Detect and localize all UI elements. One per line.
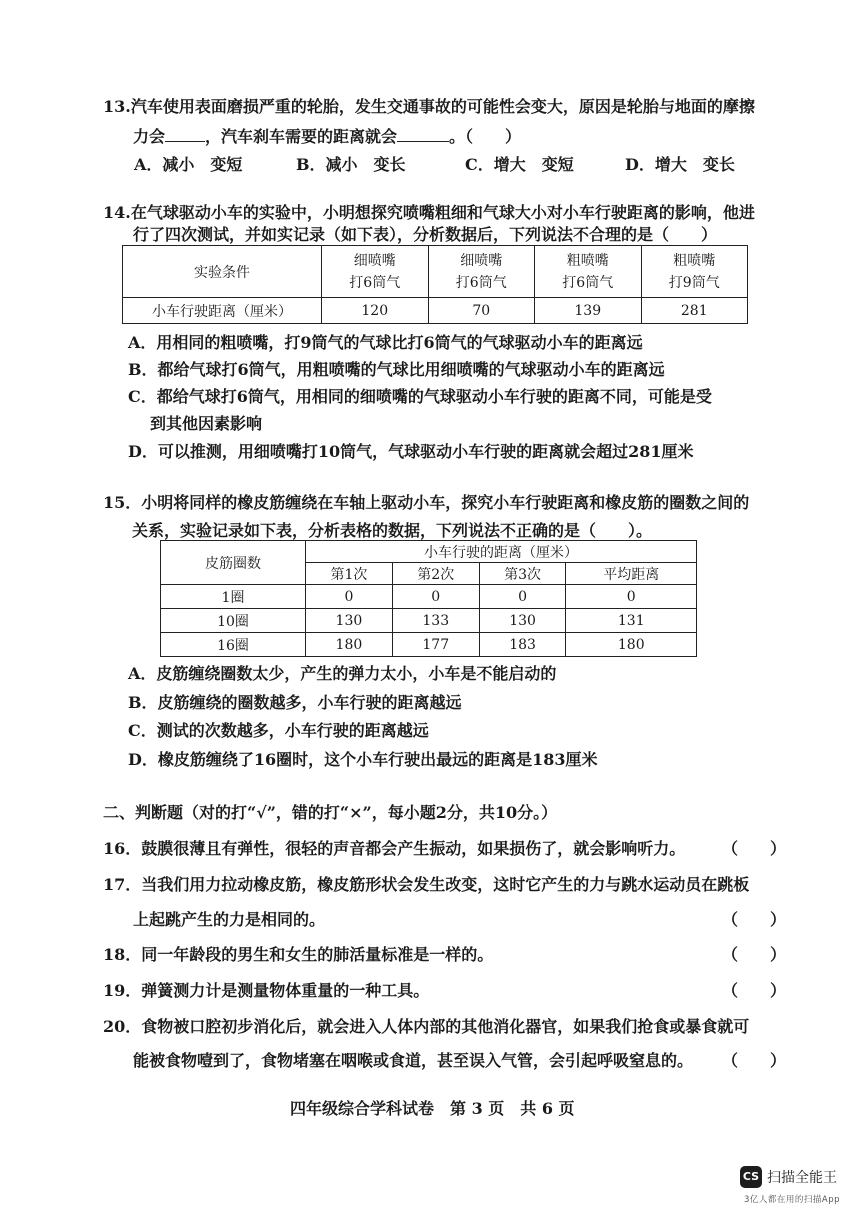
q15-cell: 177 [392, 633, 479, 657]
q14-value-1: 120 [322, 298, 429, 324]
q14-option-a[interactable]: A．用相同的粗喷嘴，打9筒气的气球比打6筒气的气球驱动小车的距离远 [128, 333, 643, 352]
q15-cell: 131 [566, 609, 697, 633]
q15-sub-header-4: 平均距离 [566, 563, 697, 585]
q13-text-a: 力会 [133, 127, 166, 146]
q18-answer[interactable]: （ ） [722, 945, 787, 964]
q15-cell: 130 [479, 609, 566, 633]
q14-option-c-cont: 到其他因素影响 [150, 414, 263, 433]
q15-cell: 1圈 [161, 585, 306, 609]
q14-cond-2: 细喷嘴 打6筒气 [428, 246, 535, 298]
q14-option-b[interactable]: B．都给气球打6筒气，用粗喷嘴的气球比用细喷嘴的气球驱动小车的距离远 [128, 360, 665, 379]
q16-answer[interactable]: （ ） [722, 839, 787, 858]
q16-text: 16．鼓膜很薄且有弹性，很轻的声音都会产生振动，如果损伤了，就会影响听力。 [103, 839, 686, 858]
q15-line2: 关系，实验记录如下表，分析表格的数据，下列说法不正确的是（ ）。 [132, 521, 653, 540]
q15-sub-header-2: 第2次 [392, 563, 479, 585]
q14-value-4: 281 [641, 298, 748, 324]
q13-text-c: 。（ ） [449, 127, 522, 146]
q15-cell: 0 [392, 585, 479, 609]
table-row [161, 585, 697, 609]
q15-cell: 0 [306, 585, 393, 609]
q15-option-c[interactable]: C．测试的次数越多，小车行驶的距离越远 [128, 721, 429, 740]
q15-group-header: 小车行驶的距离（厘米） [306, 541, 697, 563]
q14-option-c[interactable]: C．都给气球打6筒气，用相同的细喷嘴的气球驱动小车行驶的距离不同，可能是受 [128, 387, 712, 406]
q15-cell: 180 [306, 633, 393, 657]
page-footer: 四年级综合学科试卷 第 3 页 共 6 页 [290, 1099, 575, 1118]
q18-text: 18．同一年龄段的男生和女生的肺活量标准是一样的。 [103, 945, 494, 964]
q13-option-b[interactable]: B．减小 变长 [296, 155, 406, 174]
q14-option-d[interactable]: D．可以推测，用细喷嘴打10筒气，气球驱动小车行驶的距离就会超过281厘米 [128, 442, 694, 461]
q15-col0-header: 皮筋圈数 [161, 541, 306, 585]
camscanner-name: 扫描全能王 [767, 1170, 837, 1186]
q15-option-d[interactable]: D．橡皮筋缠绕了16圈时，这个小车行驶出最远的距离是183厘米 [128, 750, 598, 769]
q13-option-a[interactable]: A．减小 变短 [134, 155, 243, 174]
q15-cell: 0 [566, 585, 697, 609]
q13-blank-1[interactable] [165, 127, 205, 142]
q15-cell: 16圈 [161, 633, 306, 657]
q20-text-1: 20．食物被口腔初步消化后，就会进入人体内部的其他消化器官，如果我们抢食或暴食就可 [103, 1017, 750, 1036]
q14-line1: 14.在气球驱动小车的实验中，小明想探究喷嘴粗细和气球大小对小车行驶距离的影响，他进 [103, 203, 755, 222]
q19-answer[interactable]: （ ） [722, 981, 787, 1000]
q14-cond-4: 粗喷嘴 打9筒气 [641, 246, 748, 298]
q14-line2: 行了四次测试，并如实记录（如下表），分析数据后，下列说法不合理的是（ ） [133, 225, 718, 244]
q20-answer[interactable]: （ ） [722, 1051, 787, 1070]
q15-option-a[interactable]: A．皮筋缠绕圈数太少，产生的弹力太小，小车是不能启动的 [128, 664, 557, 683]
q17-text-1: 17．当我们用力拉动橡皮筋，橡皮筋形状会发生改变，这时它产生的力与跳水运动员在跳板 [103, 875, 750, 894]
q15-cell: 183 [479, 633, 566, 657]
q19-text: 19．弹簧测力计是测量物体重量的一种工具。 [103, 981, 430, 1000]
q15-table [160, 540, 697, 657]
q20-text-2: 能被食物噎到了，食物堵塞在咽喉或食道，甚至误入气管，会引起呼吸窒息的。 [133, 1051, 694, 1070]
q14-header-label: 实验条件 [123, 246, 322, 298]
table-row [161, 633, 697, 657]
q17-answer[interactable]: （ ） [722, 910, 787, 929]
q14-value-3: 139 [535, 298, 642, 324]
q15-cell: 0 [479, 585, 566, 609]
q14-value-2: 70 [428, 298, 535, 324]
q15-cell: 10圈 [161, 609, 306, 633]
q14-table [122, 245, 748, 324]
q15-line1: 15．小明将同样的橡皮筋缠绕在车轴上驱动小车，探究小车行驶距离和橡皮筋的圈数之间的 [103, 493, 750, 512]
q15-cell: 133 [392, 609, 479, 633]
q13-line2 [133, 124, 521, 147]
q15-cell: 180 [566, 633, 697, 657]
q13-line1: 13.汽车使用表面磨损严重的轮胎，发生交通事故的可能性会变大，原因是轮胎与地面的摩擦 [103, 97, 755, 116]
q13-option-c[interactable]: C．增大 变短 [465, 155, 574, 174]
q15-option-b[interactable]: B．皮筋缠绕的圈数越多，小车行驶的距离越远 [128, 693, 462, 712]
q17-text-2: 上起跳产生的力是相同的。 [133, 910, 326, 929]
section2-heading: 二、判断题（对的打“√”，错的打“×”，每小题2分，共10分。） [103, 803, 558, 822]
table-row [161, 609, 697, 633]
camscanner-logo-icon: CS [740, 1166, 762, 1188]
q15-sub-header-3: 第3次 [479, 563, 566, 585]
q14-row-label: 小车行驶距离（厘米） [123, 298, 322, 324]
q15-sub-header-1: 第1次 [306, 563, 393, 585]
q13-option-d[interactable]: D．增大 变长 [625, 155, 735, 174]
camscanner-tagline: 3亿人都在用的扫描App [744, 1195, 841, 1205]
q13-text-b: ，汽车刹车需要的距离就会 [205, 127, 398, 146]
q14-cond-1: 细喷嘴 打6筒气 [322, 246, 429, 298]
q15-cell: 130 [306, 609, 393, 633]
q14-cond-3: 粗喷嘴 打6筒气 [535, 246, 642, 298]
q13-blank-2[interactable] [397, 127, 449, 142]
